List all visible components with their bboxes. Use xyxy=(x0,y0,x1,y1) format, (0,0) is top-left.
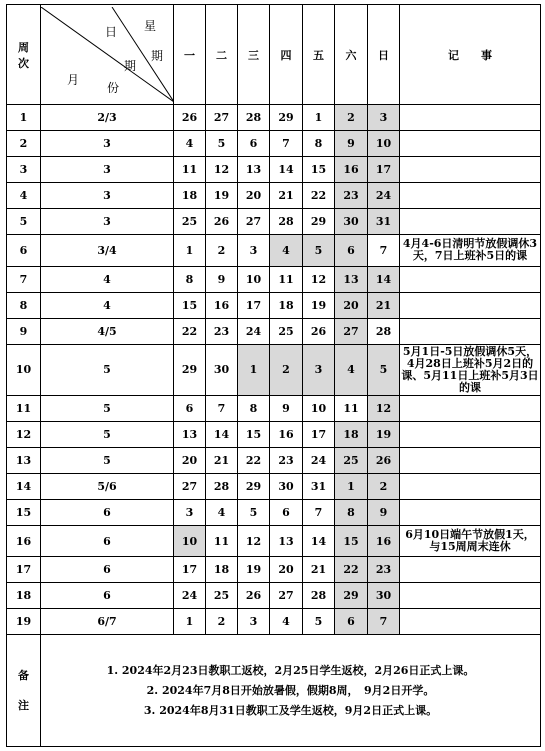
day-cell: 22 xyxy=(174,318,206,344)
day-cell-holiday: 15 xyxy=(335,525,368,556)
day-cell: 30 xyxy=(206,344,238,395)
remark-line: 1. 2024年2月23日教职工返校，2月25日学生返校，2月26日正式上课。 xyxy=(106,663,475,677)
day-cell: 27 xyxy=(174,473,206,499)
week-row xyxy=(7,557,541,583)
day-cell-holiday: 6 xyxy=(335,609,368,635)
diag-label-yue: 月 xyxy=(67,73,80,88)
day-cell-holiday: 19 xyxy=(368,421,400,447)
day-cell: 12 xyxy=(303,266,335,292)
day-cell: 10 xyxy=(238,266,270,292)
day-cell: 18 xyxy=(174,183,206,209)
day-cell: 7 xyxy=(270,131,303,157)
day-cell-holiday: 7 xyxy=(368,609,400,635)
diag-label-xing: 星 xyxy=(144,19,157,34)
day-cell: 12 xyxy=(206,157,238,183)
day-cell: 28 xyxy=(270,209,303,235)
day-cell: 6 xyxy=(238,131,270,157)
month-cell: 5 xyxy=(41,421,174,447)
month-cell: 4 xyxy=(41,292,174,318)
month-cell: 5 xyxy=(41,447,174,473)
note-cell xyxy=(400,318,541,344)
day-cell-holiday: 17 xyxy=(368,157,400,183)
day-cell-holiday: 16 xyxy=(335,157,368,183)
month-cell: 6 xyxy=(41,525,174,556)
day-cell: 17 xyxy=(238,292,270,318)
day-cell: 8 xyxy=(303,131,335,157)
note-cell xyxy=(400,609,541,635)
week-number: 6 xyxy=(7,235,41,266)
day-cell: 22 xyxy=(238,447,270,473)
day-cell: 26 xyxy=(174,105,206,131)
day-cell: 4 xyxy=(270,609,303,635)
day-header-fri: 五 xyxy=(303,5,335,105)
week-number: 7 xyxy=(7,266,41,292)
week-header-line2: 次 xyxy=(18,56,29,70)
month-cell: 4/5 xyxy=(41,318,174,344)
note-cell xyxy=(400,131,541,157)
day-header-mon: 一 xyxy=(174,5,206,105)
remarks-body xyxy=(41,635,541,747)
month-cell: 5/6 xyxy=(41,473,174,499)
day-cell: 22 xyxy=(303,183,335,209)
week-number: 18 xyxy=(7,583,41,609)
month-cell: 3 xyxy=(41,131,174,157)
remarks-label xyxy=(7,635,41,747)
day-cell-holiday: 1 xyxy=(238,344,270,395)
day-header-thu: 四 xyxy=(270,5,303,105)
day-cell: 17 xyxy=(174,557,206,583)
month-cell: 2/3 xyxy=(41,105,174,131)
note-cell: 5月1日-5日放假调休5天，4月28日上班补5月2日的课、5月11日上班补5月3日的课 xyxy=(401,344,539,394)
day-cell: 13 xyxy=(174,421,206,447)
diag-label-ri: 日 xyxy=(105,25,118,40)
day-cell: 29 xyxy=(270,105,303,131)
day-cell: 15 xyxy=(303,157,335,183)
day-cell-holiday: 2 xyxy=(270,344,303,395)
note-cell xyxy=(400,499,541,525)
day-cell: 11 xyxy=(335,395,368,421)
day-cell: 10 xyxy=(303,395,335,421)
day-cell: 1 xyxy=(303,105,335,131)
day-cell-holiday: 12 xyxy=(368,395,400,421)
week-number: 9 xyxy=(7,318,41,344)
note-cell xyxy=(400,292,541,318)
month-cell: 6/7 xyxy=(41,609,174,635)
day-cell: 1 xyxy=(174,235,206,266)
day-cell: 8 xyxy=(238,395,270,421)
day-cell: 9 xyxy=(270,395,303,421)
day-cell-holiday: 18 xyxy=(335,421,368,447)
day-cell: 3 xyxy=(238,609,270,635)
day-cell: 18 xyxy=(206,557,238,583)
day-cell: 12 xyxy=(238,525,270,556)
day-cell: 24 xyxy=(238,318,270,344)
week-row xyxy=(7,105,541,131)
week-number: 13 xyxy=(7,447,41,473)
week-number: 17 xyxy=(7,557,41,583)
day-cell-holiday: 3 xyxy=(303,344,335,395)
week-number: 12 xyxy=(7,421,41,447)
week-row xyxy=(7,131,541,157)
day-cell: 21 xyxy=(206,447,238,473)
day-cell-holiday: 23 xyxy=(335,183,368,209)
day-cell: 30 xyxy=(270,473,303,499)
week-row xyxy=(7,421,541,447)
note-cell xyxy=(400,105,541,131)
day-cell: 24 xyxy=(303,447,335,473)
remark-line: 3. 2024年8月31日教职工及学生返校，9月2日正式上课。 xyxy=(143,703,438,717)
week-row xyxy=(7,447,541,473)
week-row xyxy=(7,473,541,499)
day-header-wed: 三 xyxy=(238,5,270,105)
day-cell: 29 xyxy=(303,209,335,235)
week-row xyxy=(7,344,541,395)
week-row xyxy=(7,209,541,235)
week-header-line1: 周 xyxy=(18,40,29,54)
day-cell-holiday: 10 xyxy=(368,131,400,157)
day-cell: 3 xyxy=(238,235,270,266)
day-cell: 15 xyxy=(174,292,206,318)
week-number: 3 xyxy=(7,157,41,183)
day-cell: 31 xyxy=(303,473,335,499)
day-cell: 1 xyxy=(174,609,206,635)
note-cell xyxy=(400,157,541,183)
day-cell: 28 xyxy=(368,318,400,344)
day-cell: 11 xyxy=(206,525,238,556)
month-cell: 5 xyxy=(41,395,174,421)
day-cell: 25 xyxy=(174,209,206,235)
remarks-row xyxy=(7,635,541,747)
week-row xyxy=(7,157,541,183)
week-row xyxy=(7,235,541,266)
day-cell: 27 xyxy=(206,105,238,131)
month-cell: 3 xyxy=(41,157,174,183)
week-number: 4 xyxy=(7,183,41,209)
day-cell: 23 xyxy=(270,447,303,473)
diag-label-qi1: 期 xyxy=(151,49,164,64)
day-cell-holiday: 27 xyxy=(335,318,368,344)
week-row xyxy=(7,395,541,421)
week-row xyxy=(7,583,541,609)
day-cell: 15 xyxy=(238,421,270,447)
week-row xyxy=(7,499,541,525)
day-cell: 16 xyxy=(206,292,238,318)
day-cell: 13 xyxy=(270,525,303,556)
note-cell xyxy=(400,557,541,583)
week-number: 19 xyxy=(7,609,41,635)
day-cell: 2 xyxy=(206,609,238,635)
note-cell xyxy=(400,183,541,209)
day-cell: 20 xyxy=(270,557,303,583)
day-cell: 16 xyxy=(270,421,303,447)
day-cell: 19 xyxy=(206,183,238,209)
day-cell-holiday: 31 xyxy=(368,209,400,235)
day-cell: 21 xyxy=(270,183,303,209)
month-cell: 4 xyxy=(41,266,174,292)
week-row xyxy=(7,183,541,209)
day-cell-holiday: 9 xyxy=(335,131,368,157)
day-cell: 18 xyxy=(270,292,303,318)
remarks-label-line2: 注 xyxy=(18,698,29,712)
day-cell-holiday: 20 xyxy=(335,292,368,318)
day-cell-holiday: 2 xyxy=(368,473,400,499)
day-cell-holiday: 23 xyxy=(368,557,400,583)
day-cell-holiday: 4 xyxy=(270,235,303,266)
day-cell: 27 xyxy=(270,583,303,609)
day-cell: 23 xyxy=(206,318,238,344)
note-cell: 4月4-6日清明节放假调休3天，7日上班补5日的课 xyxy=(400,235,541,266)
header-row xyxy=(7,5,541,105)
day-cell: 3 xyxy=(174,499,206,525)
day-cell: 5 xyxy=(206,131,238,157)
day-cell: 17 xyxy=(303,421,335,447)
week-number: 1 xyxy=(7,105,41,131)
day-cell-holiday: 25 xyxy=(335,447,368,473)
month-cell: 5 xyxy=(41,344,174,395)
day-header-sat: 六 xyxy=(335,5,368,105)
day-cell-holiday: 16 xyxy=(368,525,400,556)
day-cell-holiday: 29 xyxy=(335,583,368,609)
day-cell: 2 xyxy=(206,235,238,266)
day-cell: 29 xyxy=(238,473,270,499)
week-number: 15 xyxy=(7,499,41,525)
day-cell: 26 xyxy=(206,209,238,235)
week-row xyxy=(7,266,541,292)
day-cell-holiday: 21 xyxy=(368,292,400,318)
day-cell: 4 xyxy=(174,131,206,157)
day-cell-holiday: 5 xyxy=(303,235,335,266)
diag-label-fen: 份 xyxy=(107,81,120,96)
week-number: 5 xyxy=(7,209,41,235)
day-cell: 24 xyxy=(174,583,206,609)
day-cell: 20 xyxy=(174,447,206,473)
day-cell-holiday: 14 xyxy=(368,266,400,292)
note-cell xyxy=(400,473,541,499)
note-cell xyxy=(400,447,541,473)
day-cell-holiday: 6 xyxy=(335,235,368,266)
day-cell: 4 xyxy=(206,499,238,525)
day-cell-holiday: 3 xyxy=(368,105,400,131)
day-cell-holiday: 5 xyxy=(368,344,400,395)
week-row xyxy=(7,318,541,344)
month-cell: 3 xyxy=(41,183,174,209)
day-cell: 13 xyxy=(238,157,270,183)
day-header-sun: 日 xyxy=(368,5,400,105)
day-cell-holiday: 26 xyxy=(368,447,400,473)
month-cell: 6 xyxy=(41,557,174,583)
week-number: 2 xyxy=(7,131,41,157)
day-header-tue: 二 xyxy=(206,5,238,105)
day-cell: 28 xyxy=(206,473,238,499)
notes-header: 记 事 xyxy=(400,5,541,105)
day-cell-holiday: 30 xyxy=(368,583,400,609)
day-cell: 8 xyxy=(174,266,206,292)
day-cell: 7 xyxy=(206,395,238,421)
day-cell: 20 xyxy=(238,183,270,209)
week-row xyxy=(7,609,541,635)
remark-line: 2. 2024年7月8日开始放暑假，假期8周， 9月2日开学。 xyxy=(146,683,435,697)
remarks-label-line1: 备 xyxy=(18,668,29,682)
week-header xyxy=(7,5,41,105)
day-cell: 7 xyxy=(303,499,335,525)
day-cell: 14 xyxy=(303,525,335,556)
week-number: 16 xyxy=(7,525,41,556)
day-cell: 27 xyxy=(238,209,270,235)
day-cell-holiday: 4 xyxy=(335,344,368,395)
month-cell: 3/4 xyxy=(41,235,174,266)
day-cell: 6 xyxy=(174,395,206,421)
day-cell: 21 xyxy=(303,557,335,583)
month-cell: 6 xyxy=(41,583,174,609)
week-row xyxy=(7,292,541,318)
note-cell xyxy=(400,266,541,292)
day-cell: 28 xyxy=(303,583,335,609)
day-cell: 25 xyxy=(270,318,303,344)
note-cell xyxy=(400,209,541,235)
month-cell: 3 xyxy=(41,209,174,235)
day-cell: 25 xyxy=(206,583,238,609)
day-cell: 7 xyxy=(368,235,400,266)
day-cell: 14 xyxy=(270,157,303,183)
day-cell-holiday: 2 xyxy=(335,105,368,131)
day-cell: 11 xyxy=(174,157,206,183)
day-cell: 19 xyxy=(238,557,270,583)
note-cell: 6月10日端午节放假1天，与15周周末连休 xyxy=(400,525,541,556)
month-cell: 6 xyxy=(41,499,174,525)
school-calendar-table xyxy=(6,4,541,747)
day-cell-holiday: 24 xyxy=(368,183,400,209)
diag-label-qi2: 期 xyxy=(124,59,137,74)
note-cell xyxy=(400,395,541,421)
day-cell: 26 xyxy=(303,318,335,344)
week-number: 10 xyxy=(7,344,41,395)
day-cell-holiday: 10 xyxy=(174,525,206,556)
day-cell-holiday: 22 xyxy=(335,557,368,583)
day-cell: 28 xyxy=(238,105,270,131)
week-number: 14 xyxy=(7,473,41,499)
day-cell-holiday: 8 xyxy=(335,499,368,525)
day-cell: 6 xyxy=(270,499,303,525)
day-cell: 14 xyxy=(206,421,238,447)
note-cell xyxy=(400,421,541,447)
day-cell-holiday: 9 xyxy=(368,499,400,525)
week-number: 11 xyxy=(7,395,41,421)
day-cell-holiday: 13 xyxy=(335,266,368,292)
note-cell xyxy=(400,583,541,609)
day-cell-holiday: 1 xyxy=(335,473,368,499)
day-cell: 9 xyxy=(206,266,238,292)
week-row xyxy=(7,525,541,556)
day-cell-holiday: 30 xyxy=(335,209,368,235)
diagonal-header xyxy=(41,5,174,105)
day-cell: 26 xyxy=(238,583,270,609)
week-number: 8 xyxy=(7,292,41,318)
day-cell: 11 xyxy=(270,266,303,292)
day-cell: 5 xyxy=(303,609,335,635)
day-cell: 5 xyxy=(238,499,270,525)
day-cell: 19 xyxy=(303,292,335,318)
day-cell: 29 xyxy=(174,344,206,395)
